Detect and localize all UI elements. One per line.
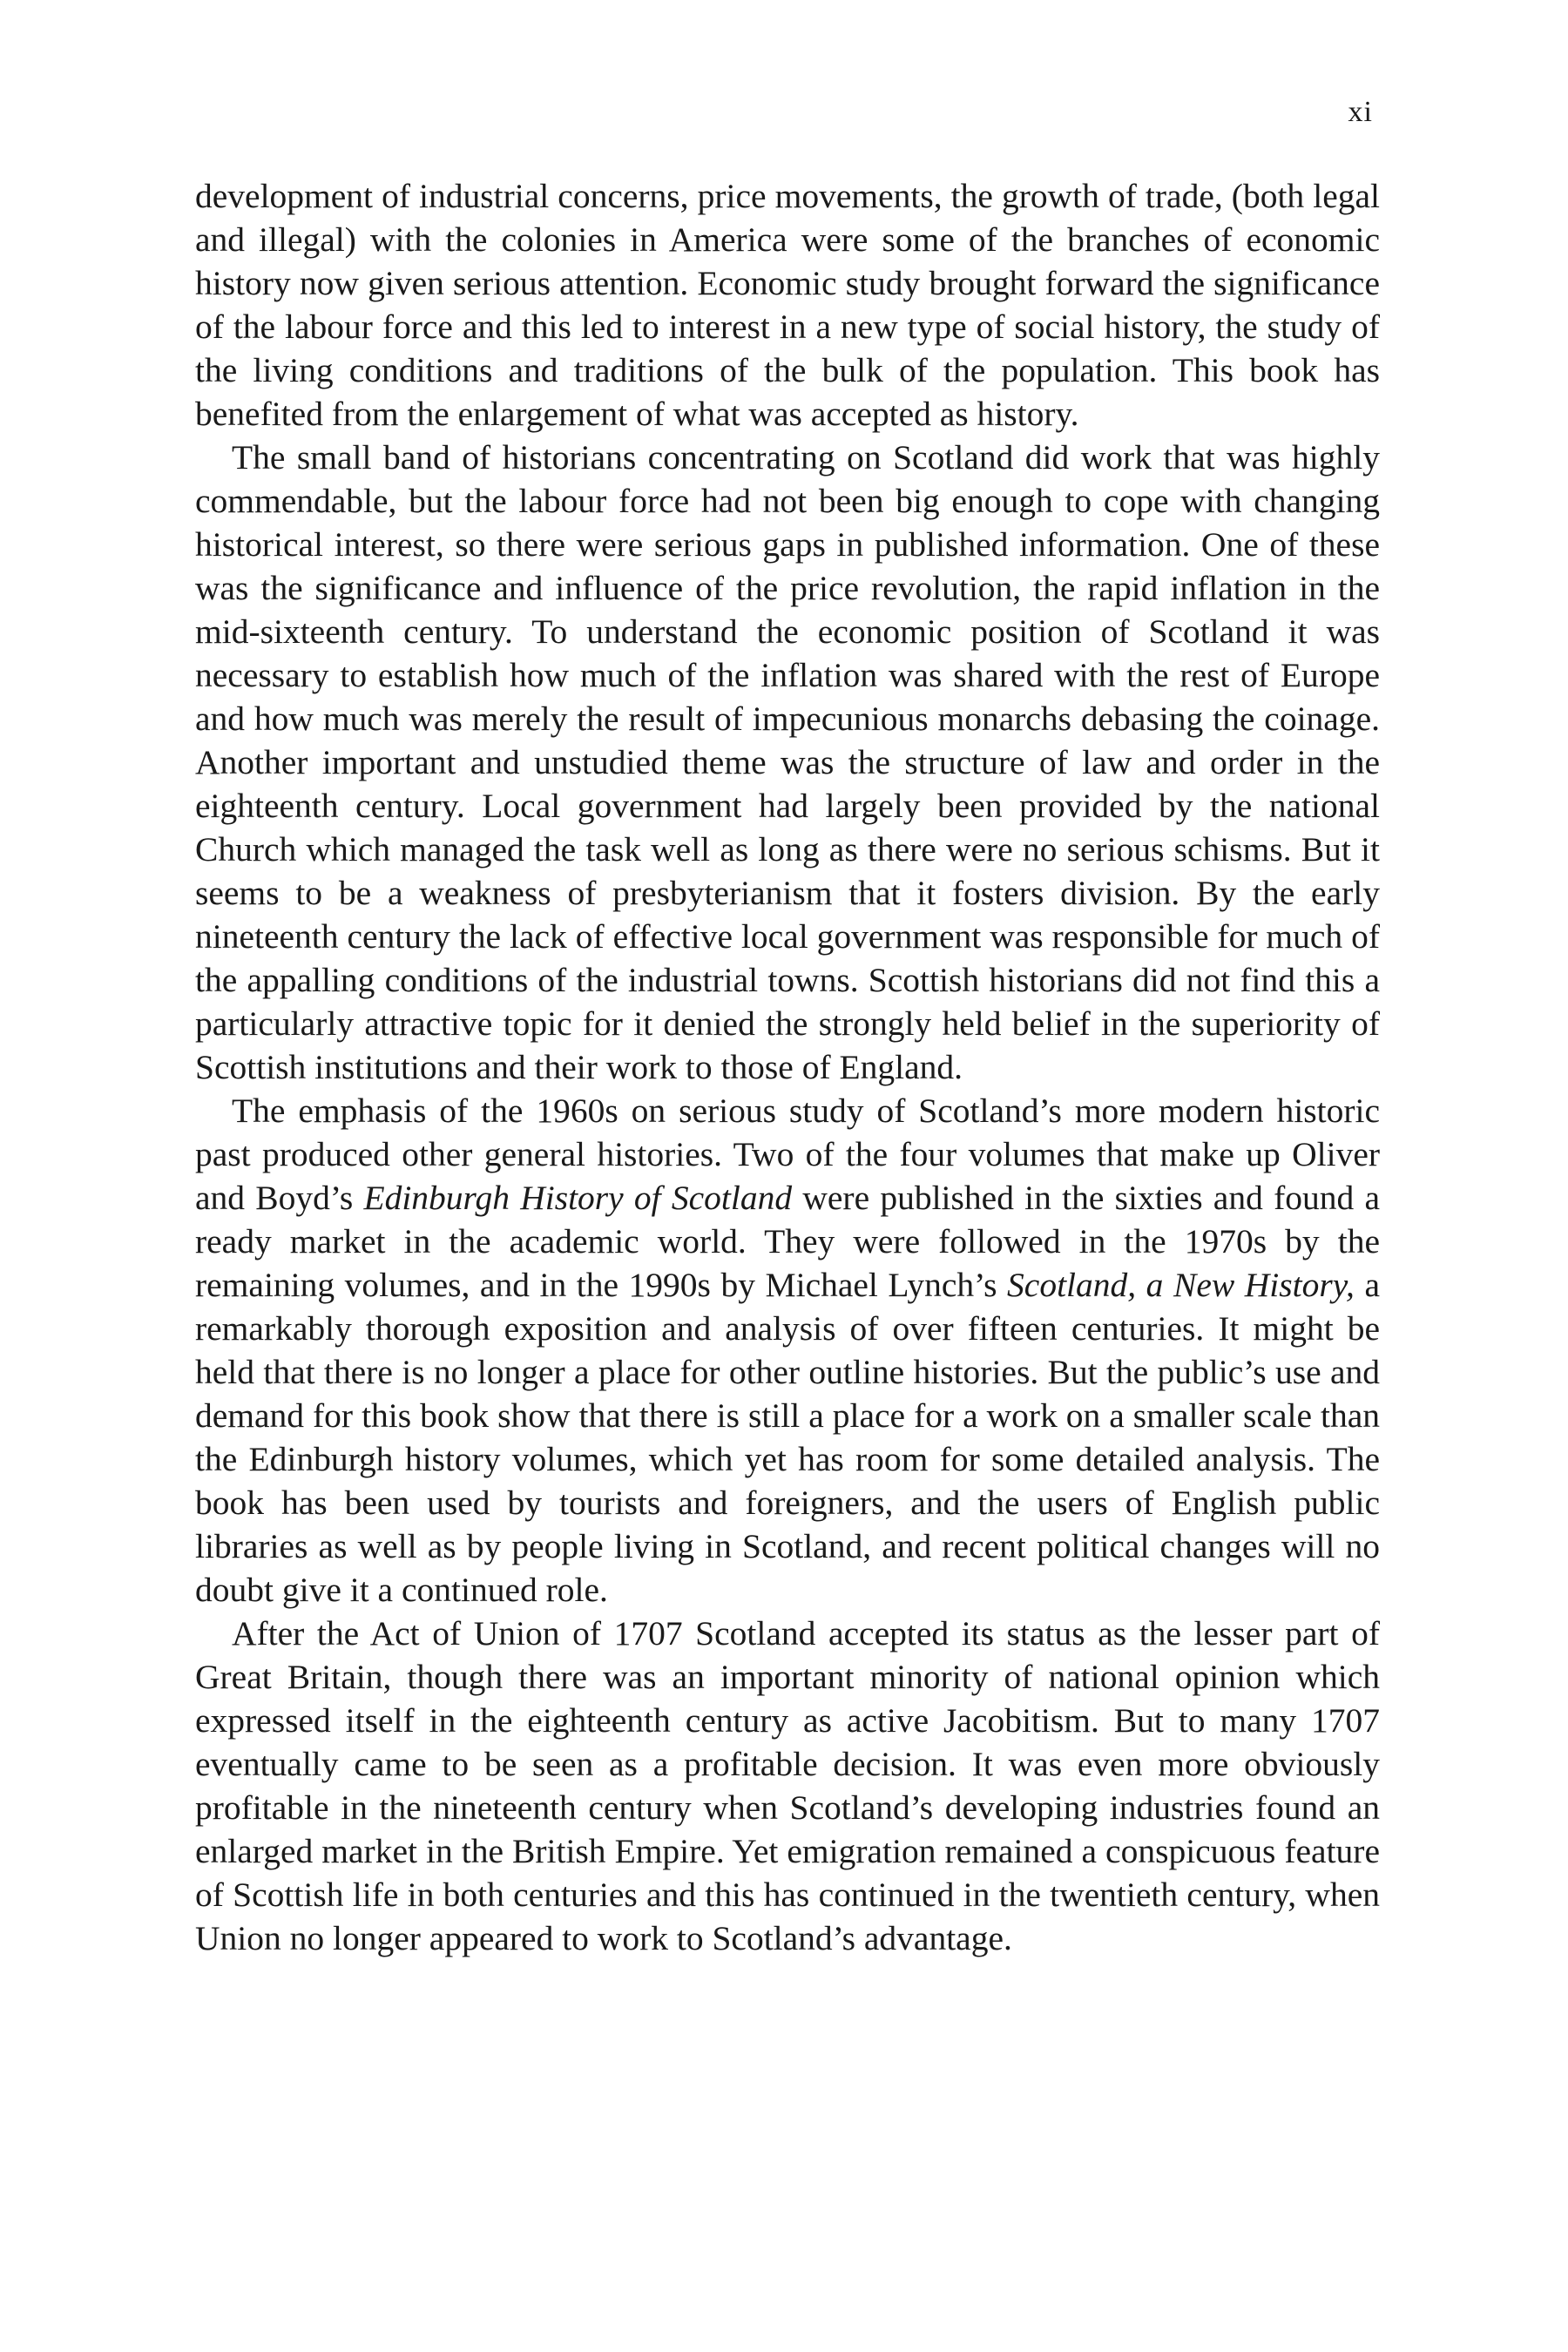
paragraph-1: development of industrial concerns, price movements, the growth of trade, (both legal and illegal) with the colonies in America were some of the branches of economic history now given serious attention. Economic study brought forward the significance of the labour force and this led to interest in a new type of social history, the study of the living conditions and traditions of the bulk of the population. This book has benefited from the enlargement of what was accepted as history. [195,177,1380,433]
book-title-edinburgh-history: Edinburgh History of Scotland [363,1179,793,1217]
paragraph-3-part-3: a remarkably thorough exposition and analysis of over fifteen centuries. It might be held that there is no longer a place for other outline histories. But the public’s use and demand for this book show that there is still a place for a work on a smaller scale than the Edinburgh history volumes, which yet has room for some detailed analysis. The book has been used by tourists and foreigners, and the users of English public libraries as well as by people living in Scotland, and recent political changes will no doubt give it a continued role. [195,1266,1380,1609]
paragraph-3-part-1: The emphasis of the 1960s on serious study of Scotland’s more modern historic past produced other general histories. Two of the four volumes that make up Oliver and Boyd’s [195,1092,1380,1217]
body-text [195,174,1380,1960]
paragraph-3-part-2: were published in the sixties and found a ready market in the academic world. They were followed in the 1970s by the remaining volumes, and in the 1990s by Michael Lynch’s [195,1179,1380,1304]
page-number: xi [1348,96,1373,128]
paragraph-3 [195,1089,1380,1612]
book-title-scotland-new-history: Scotland, a New History, [1007,1266,1355,1304]
paragraph-4: After the Act of Union of 1707 Scotland accepted its status as the lesser part of Great Britain, though there was an important minority of national opinion which expressed itself in the eighteenth century as active Jacobitism. But to many 1707 eventually came to be seen as a profitable decision. It was even more obviously profitable in the nineteenth century when Scotland’s developing industries found an enlarged market in the British Empire. Yet emigration remained a conspicuous feature of Scottish life in both centuries and this has continued in the twentieth century, when Union no longer appeared to work to Scotland’s advantage. [195,1614,1380,1957]
paragraph-2: The small band of historians concentrating on Scotland did work that was highly commendable, but the labour force had not been big enough to cope with changing historical interest, so there were serious gaps in published information. One of these was the significance and influence of the price revolution, the rapid inflation in the mid-sixteenth century. To understand the economic position of Scotland it was necessary to establish how much of the inflation was shared with the rest of Europe and how much was merely the result of impecunious monarchs debasing the coinage. Another important and unstudied theme was the structure of law and order in the eighteenth century. Local government had largely been provided by the national Church which managed the task well as long as there were no serious schisms. But it seems to be a weakness of presbyterianism that it fosters division. By the early nineteenth century the lack of effective local government was responsible for much of the appalling conditions of the industrial towns. Scottish historians did not find this a particularly attractive topic for it denied the strongly held belief in the superiority of Scottish institutions and their work to those of England. [195,438,1380,1086]
